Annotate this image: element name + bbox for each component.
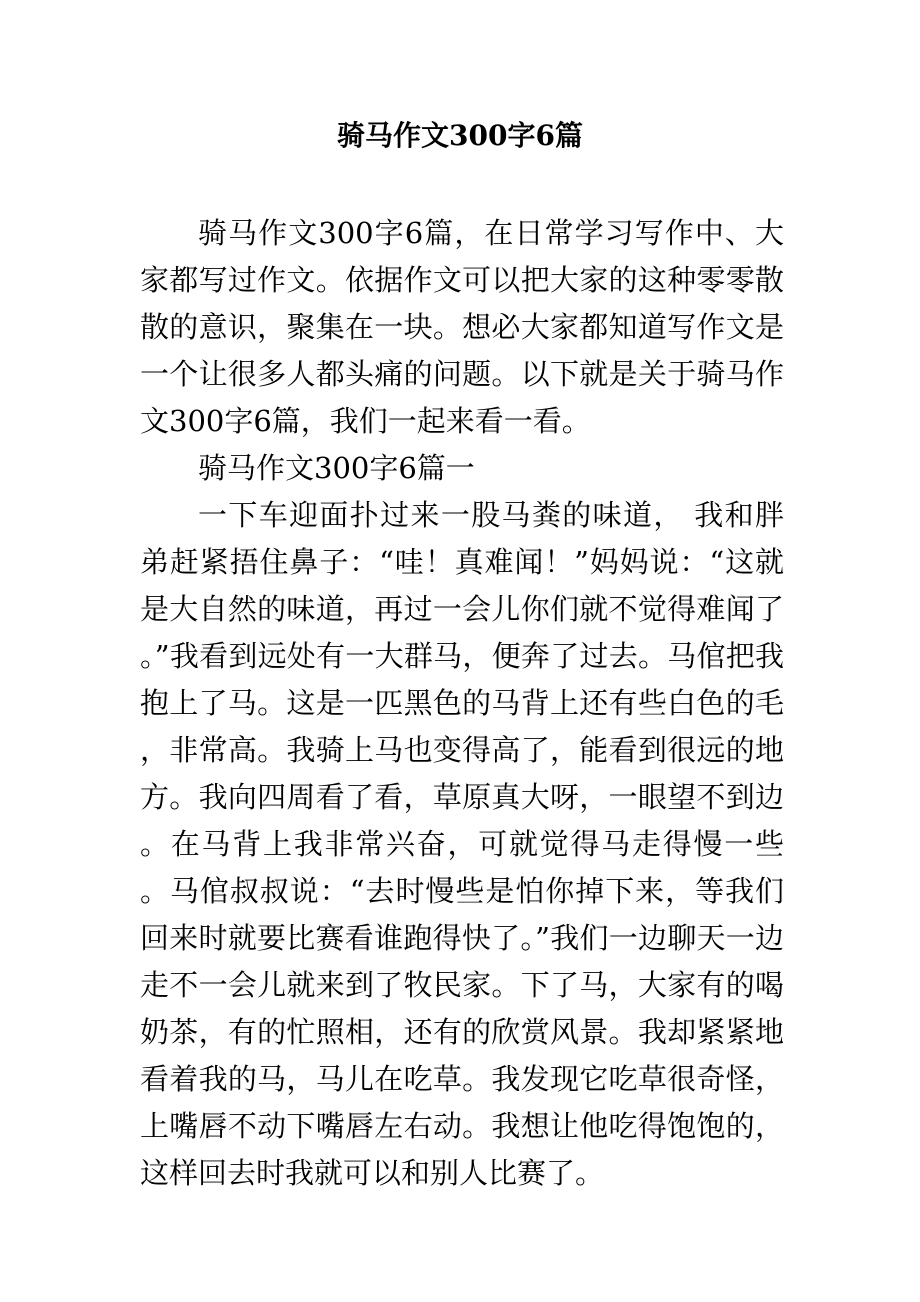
essay-paragraph: 一下车迎面扑过来一股马粪的味道， 我和胖弟赶紧捂住鼻子：“哇！真难闻！”妈妈说：“这就是大自然的味道，再过一会儿你们就不觉得难闻了。”我看到远处有一大群马，便奔了过去。马倌把我抱上了马。这是一匹黑色的马背上还有些白色的毛，非常高。我骑上马也变得高了，能看到很远的地方。我向四周看了看，草原真大呀，一眼望不到边。在马背上我非常兴奋，可就觉得马走得慢一些 。马倌叔叔说：“去时慢些是怕你掉下来，等我们回来时就要比赛看谁跑得快了。”我们一边聊天一边走不一会儿就来到了牧民家。下了马，大家有的喝奶茶，有的忙照相，还有的欣赏风景。我却紧紧地看着我的马，马儿在吃草。我发现它吃草很奇怪，上嘴唇不动下嘴唇左右动。我想让他吃得饱饱的，这样回去时我就可以和别人比赛了。 xyxy=(140,498,784,1190)
section-heading: 骑马作文300字6篇一 xyxy=(198,451,475,485)
page-title: 骑马作文300字6篇 xyxy=(337,119,583,152)
intro-paragraph: 骑马作文300字6篇，在日常学习写作中、大家都写过作文。依据作文可以把大家的这种零零散散的意识，聚集在一块。想必大家都知道写作文是一个让很多人都头痛的问题。以下就是关于骑马作文300字6篇，我们一起来看一看。 xyxy=(140,216,784,438)
document-body xyxy=(140,210,784,1197)
